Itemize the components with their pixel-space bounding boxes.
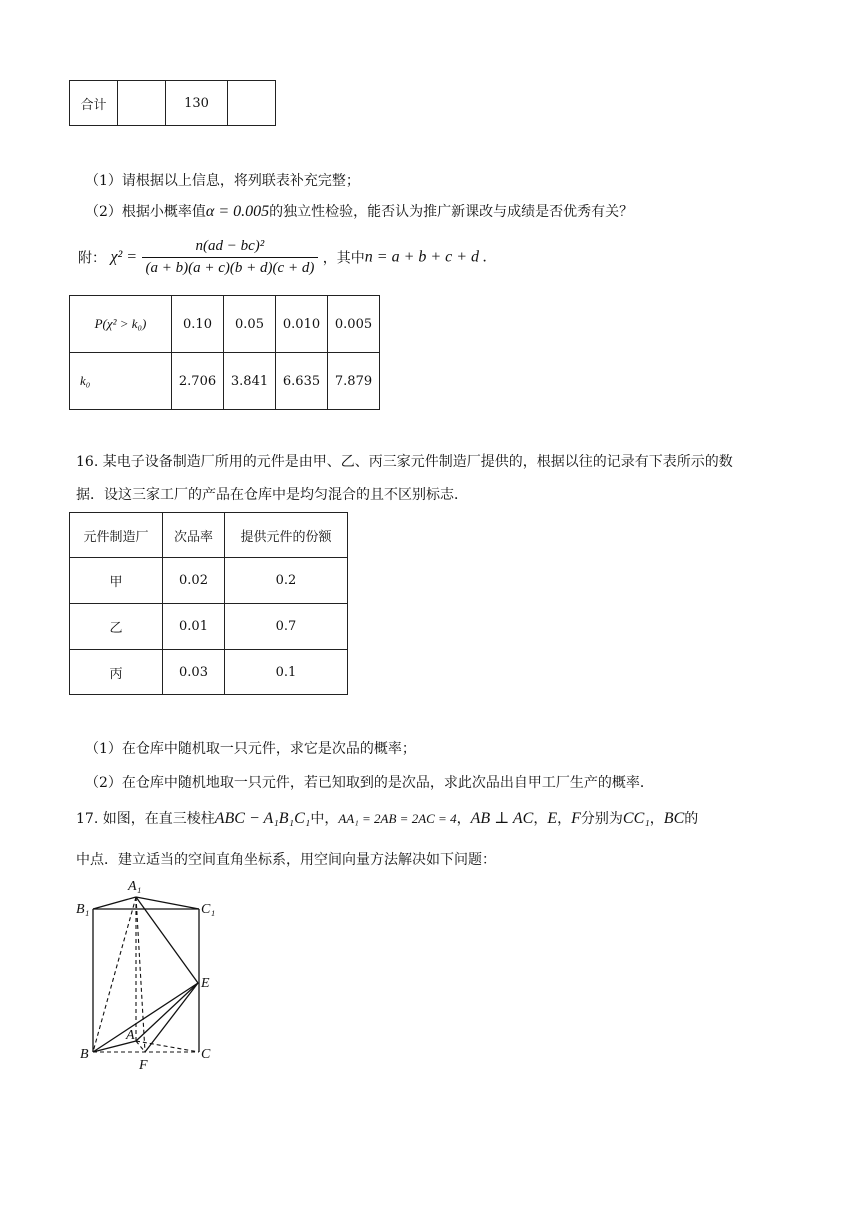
point-f: F xyxy=(571,810,581,827)
q17-line1 xyxy=(76,808,698,828)
label-f: F xyxy=(139,1058,148,1073)
formula-fraction xyxy=(142,238,319,277)
q17-sep2: ， xyxy=(533,811,548,827)
q17-fenbie: 分别为 xyxy=(580,811,623,827)
alpha-value: α = 0.005 xyxy=(205,203,270,220)
q17-line2: 中点．建立适当的空间直角坐标系，用空间向量方法解决如下问题： xyxy=(76,852,496,868)
dash-a1f xyxy=(136,897,145,1052)
label-a1: A₁ xyxy=(128,879,142,894)
segment-cc1: CC₁ xyxy=(622,810,650,827)
p-value-1: 0.10 xyxy=(172,296,224,353)
total-cell-a xyxy=(118,81,166,126)
q15-item1: （1）请根据以上信息，将列联表补充完整； xyxy=(85,173,360,189)
chi-lhs: χ² = xyxy=(110,248,138,266)
q17-de: 的 xyxy=(684,811,699,827)
condition-perpendicular: AB ⊥ AC xyxy=(470,810,534,827)
supplier-header-share: 提供元件的份额 xyxy=(225,513,348,558)
label-b1: B₁ xyxy=(76,902,90,917)
p-value-2: 0.05 xyxy=(224,296,276,353)
supplier-row2-name: 乙 xyxy=(70,604,163,650)
p-value-3: 0.010 xyxy=(276,296,328,353)
label-c: C xyxy=(201,1047,211,1062)
total-label-cell: 合计 xyxy=(70,81,118,126)
q16-line1: 16. 某电子设备制造厂所用的元件是由甲、乙、丙三家元件制造厂提供的，根据以往的记录有下表所示的数 xyxy=(76,454,733,470)
supplier-header-defect: 次品率 xyxy=(163,513,225,558)
total-cell-130: 130 xyxy=(166,81,228,126)
appendix-label: 附： xyxy=(78,250,106,267)
supplier-header-factory: 元件制造厂 xyxy=(70,513,163,558)
supplier-row3-name: 丙 xyxy=(70,650,163,695)
supplier-row1-name: 甲 xyxy=(70,558,163,604)
edge-b1a1 xyxy=(93,897,136,909)
supplier-row1-share: 0.2 xyxy=(225,558,348,604)
formula-tail: ，其中 xyxy=(322,250,365,267)
supplier-row1-defect: 0.02 xyxy=(163,558,225,604)
q16-line2: 据．设这三家工厂的产品在仓库中是均匀混合的且不区别标志． xyxy=(76,487,468,503)
k-value-4: 7.879 xyxy=(328,353,380,410)
q17-sep3: ， xyxy=(557,811,572,827)
supplier-table xyxy=(69,512,348,695)
edge-a1c1 xyxy=(136,897,199,909)
contingency-table-total-row xyxy=(69,80,276,126)
critical-value-table xyxy=(69,295,380,410)
formula-numerator: n(ad − bc)² xyxy=(142,238,319,258)
q17-mid1: 中， xyxy=(310,811,339,827)
label-e: E xyxy=(201,976,210,991)
total-cell-b xyxy=(228,81,276,126)
label-c1: C₁ xyxy=(201,902,216,917)
supplier-row2-defect: 0.01 xyxy=(163,604,225,650)
q17-sep1: ， xyxy=(456,811,471,827)
q15-item2 xyxy=(85,201,633,221)
q17-sep4: ， xyxy=(649,811,664,827)
k-value-2: 3.841 xyxy=(224,353,276,410)
label-b: B xyxy=(80,1047,89,1062)
p-value-4: 0.005 xyxy=(328,296,380,353)
n-definition: n = a + b + c + d . xyxy=(364,248,488,266)
q16-item1: （1）在仓库中随机取一只元件，求它是次品的概率； xyxy=(85,741,416,757)
label-a: A xyxy=(126,1028,135,1043)
q17-prefix: 17. 如图，在直三棱柱 xyxy=(76,811,215,827)
q15-item2-post: 的独立性检验，能否认为推广新课改与成绩是否优秀有关？ xyxy=(269,204,634,220)
k-value-1: 2.706 xyxy=(172,353,224,410)
condition-lengths: AA₁ = 2AB = 2AC = 4 xyxy=(338,811,457,826)
p-row-label: P(χ² > k₀) xyxy=(70,296,172,353)
edge-fe xyxy=(145,983,198,1052)
segment-bc: BC xyxy=(663,810,685,827)
supplier-row3-share: 0.1 xyxy=(225,650,348,695)
supplier-row3-defect: 0.03 xyxy=(163,650,225,695)
k-row-label: k₀ xyxy=(70,353,172,410)
prism-figure xyxy=(70,875,230,1075)
prism-name: ABC − A₁B₁C₁ xyxy=(214,810,311,827)
q15-item2-pre: （2）根据小概率值 xyxy=(85,204,206,220)
edge-ae xyxy=(136,983,198,1041)
chi-square-formula xyxy=(78,238,487,277)
edge-a1e xyxy=(136,897,198,983)
k-value-3: 6.635 xyxy=(276,353,328,410)
point-e: E xyxy=(547,810,558,827)
formula-denominator: (a + b)(a + c)(b + d)(c + d) xyxy=(145,260,315,276)
supplier-row2-share: 0.7 xyxy=(225,604,348,650)
q16-item2: （2）在仓库中随机地取一只元件，若已知取到的是次品，求此次品出自甲工厂生产的概率． xyxy=(85,775,654,791)
